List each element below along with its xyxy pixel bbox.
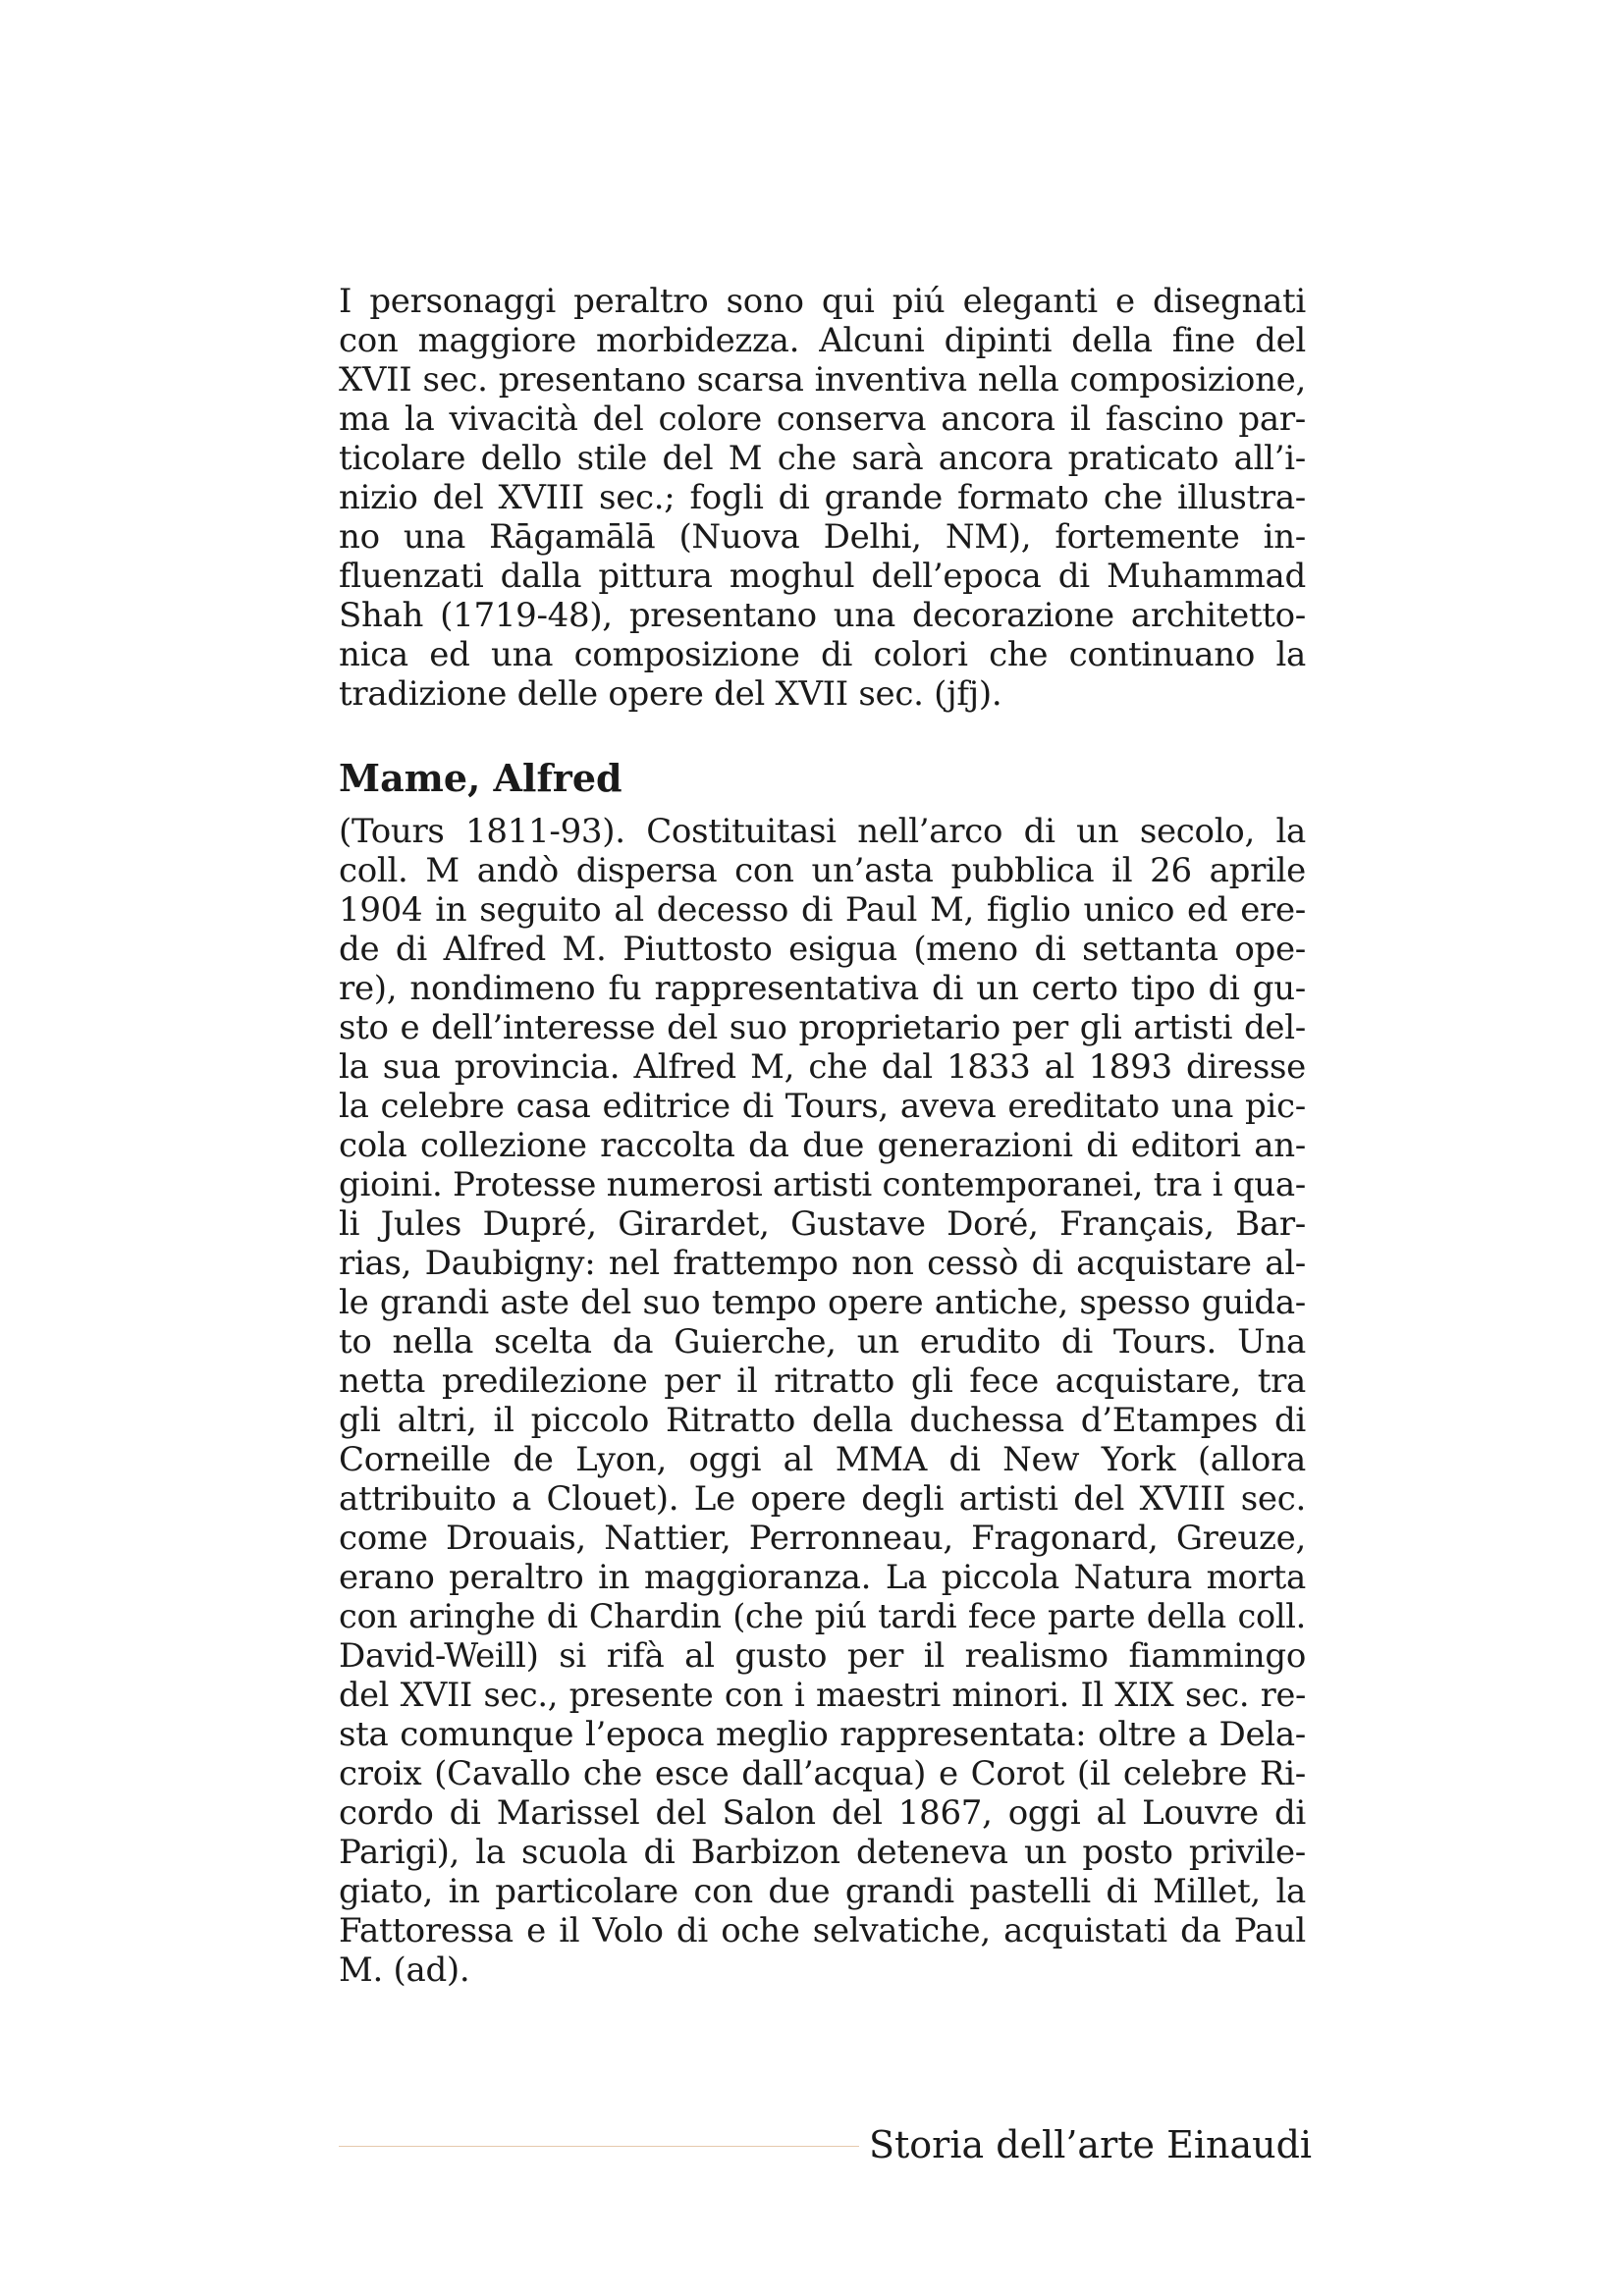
text-line: con maggiore morbidezza. Alcuni dipinti della fine del (339, 321, 1306, 360)
footer-divider (339, 2146, 859, 2147)
text-line: coll. M andò dispersa con un’asta pubblica il 26 aprile (339, 851, 1306, 890)
text-line: la sua provincia. Alfred M, che dal 1833 al 1893 diresse (339, 1047, 1306, 1087)
text-line: fluenzati dalla pittura moghul dell’epoca di Muhammad (339, 557, 1306, 596)
text-line: netta predilezione per il ritratto gli fece acquistare, tra (339, 1362, 1306, 1401)
text-line: croix (Cavallo che esce dall’acqua) e Corot (il celebre Ri- (339, 1754, 1306, 1793)
text-line: erano peraltro in maggioranza. La piccola Natura morta (339, 1558, 1306, 1597)
text-line: M. (ad). (339, 1950, 470, 1990)
text-line: tradizione delle opere del XVII sec. (jfj). (339, 674, 1002, 714)
text-line: (Tours 1811-93). Costituitasi nell’arco di un secolo, la (339, 812, 1306, 851)
text-line: gli altri, il piccolo Ritratto della duchessa d’Etampes di (339, 1401, 1306, 1440)
text-line: nizio del XVIII sec.; fogli di grande formato che illustra- (339, 478, 1306, 517)
text-line: Shah (1719-48), presentano una decorazione architetto- (339, 596, 1306, 635)
text-line: nica ed una composizione di colori che continuano la (339, 635, 1306, 674)
text-line: 1904 in seguito al decesso di Paul M, figlio unico ed ere- (339, 890, 1306, 930)
text-line: le grandi aste del suo tempo opere antiche, spesso guida- (339, 1283, 1306, 1322)
text-line: re), nondimeno fu rappresentativa di un certo tipo di gu- (339, 969, 1306, 1008)
text-line: David-Weill) si rifà al gusto per il realismo fiammingo (339, 1636, 1306, 1676)
text-line: sto e dell’interesse del suo proprietario per gli artisti del- (339, 1008, 1306, 1047)
text-line: del XVII sec., presente con i maestri minori. Il XIX sec. re- (339, 1676, 1306, 1714)
paragraph-continuation (339, 282, 1306, 714)
text-line: li Jules Dupré, Girardet, Gustave Doré, Français, Bar- (339, 1204, 1306, 1244)
entry-heading: Mame, Alfred (339, 756, 622, 800)
text-line: gioini. Protesse numerosi artisti contemporanei, tra i qua- (339, 1165, 1306, 1204)
text-line: Parigi), la scuola di Barbizon deteneva un posto privile- (339, 1833, 1306, 1872)
text-line: cola collezione raccolta da due generazioni di editori an- (339, 1126, 1306, 1165)
text-line: giato, in particolare con due grandi pastelli di Millet, la (339, 1872, 1306, 1911)
text-line: to nella scelta da Guierche, un erudito di Tours. Una (339, 1322, 1306, 1362)
text-line: Corneille de Lyon, oggi al MMA di New York (allora (339, 1440, 1306, 1479)
text-line: sta comunque l’epoca meglio rappresentata: oltre a Dela- (339, 1715, 1306, 1754)
text-line: de di Alfred M. Piuttosto esigua (meno di settanta ope- (339, 930, 1306, 969)
footer-publication-title: Storia dell’arte Einaudi (869, 2123, 1313, 2166)
text-line: ma la vivacità del colore conserva ancora il fascino par- (339, 400, 1306, 439)
text-line: Fattoressa e il Volo di oche selvatiche, acquistati da Paul (339, 1911, 1306, 1950)
text-line: rias, Daubigny: nel frattempo non cessò di acquistare al- (339, 1244, 1306, 1283)
text-line: la celebre casa editrice di Tours, aveva ereditato una pic- (339, 1087, 1306, 1126)
text-line: no una Rāgamālā (Nuova Delhi, NM), fortemente in- (339, 517, 1306, 557)
text-line: I personaggi peraltro sono qui piú eleganti e disegnati (339, 282, 1306, 321)
text-line: come Drouais, Nattier, Perronneau, Fragonard, Greuze, (339, 1519, 1306, 1558)
text-line: ticolare dello stile del M che sarà ancora praticato all’i- (339, 439, 1306, 478)
text-line: cordo di Marissel del Salon del 1867, oggi al Louvre di (339, 1793, 1306, 1833)
entry-body (339, 812, 1306, 1990)
text-line: XVII sec. presentano scarsa inventiva nella composizione, (339, 360, 1306, 400)
text-line: con aringhe di Chardin (che piú tardi fece parte della coll. (339, 1597, 1306, 1635)
text-line: attribuito a Clouet). Le opere degli artisti del XVIII sec. (339, 1479, 1306, 1519)
